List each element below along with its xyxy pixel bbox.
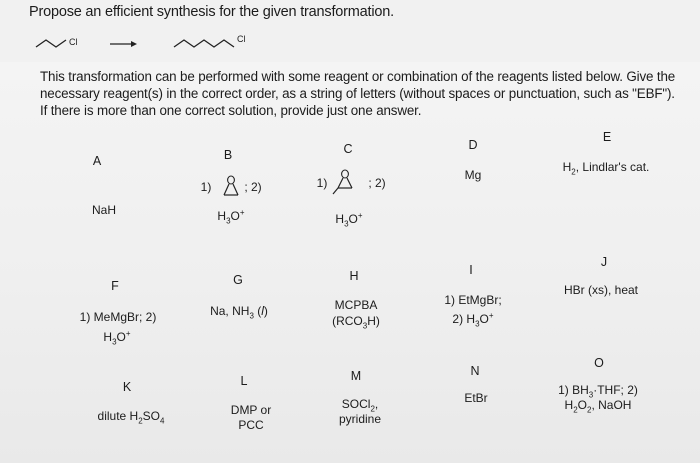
option-k-letter: K	[122, 380, 132, 394]
option-j-reagent: HBr (xs), heat	[563, 283, 639, 297]
option-d-reagent: Mg	[464, 168, 482, 182]
option-c-step1: 1)	[316, 176, 328, 190]
option-e-letter: E	[602, 130, 612, 144]
option-i-line2: 2) $H_3O^+$	[452, 311, 494, 329]
option-h-line2: $(RCO_3H)$	[332, 314, 380, 331]
option-k-reagent: dilute $H_2SO_4$	[97, 409, 165, 426]
starting-material-chain	[36, 40, 66, 47]
option-c-step2: ; 2)	[368, 176, 386, 190]
option-m-line1: SOCl$_2$,	[341, 397, 379, 414]
reaction-scheme	[28, 27, 268, 57]
option-h-letter: H	[349, 269, 359, 283]
option-f-line2: $H_3O^+$	[103, 329, 131, 347]
option-o-line1: 1) $BH_3\cdot THF$; 2)	[558, 383, 638, 400]
option-f-line1: 1) MeMgBr; 2)	[79, 310, 157, 324]
option-f-letter: F	[111, 279, 119, 293]
option-i-line1: 1) EtMgBr;	[444, 293, 502, 307]
option-g-reagent: Na, $NH_3$ (l)	[210, 304, 268, 321]
option-d-letter: D	[468, 138, 478, 152]
option-b-step2: ; 2)	[244, 180, 262, 194]
option-j-letter: J	[600, 255, 608, 269]
option-c-acid: $H_3O^+$	[335, 211, 363, 229]
option-b-acid: $H_3O^+$	[217, 208, 245, 226]
option-l-line1: DMP or	[230, 403, 272, 417]
reaction-arrowhead	[131, 41, 137, 47]
option-n-reagent: EtBr	[464, 391, 488, 405]
option-l-line2: PCC	[238, 418, 264, 432]
option-l-letter: L	[240, 374, 248, 388]
option-c-letter: C	[343, 142, 353, 156]
option-a-letter: A	[92, 154, 102, 168]
epoxide-ethylene-oxide-icon	[220, 174, 244, 200]
option-g-letter: G	[233, 273, 243, 287]
product-chain	[174, 40, 234, 47]
option-o-letter: O	[594, 356, 604, 370]
epoxide-propylene-oxide-icon	[332, 168, 362, 196]
option-h-line1: MCPBA	[334, 298, 378, 312]
starting-material-cl: Cl	[69, 37, 78, 47]
option-m-letter: M	[350, 369, 362, 383]
option-b-letter: B	[223, 148, 233, 162]
option-e-reagent: $H_2$, Lindlar's cat.	[562, 160, 650, 177]
option-a-reagent: NaH	[91, 203, 117, 217]
option-n-letter: N	[470, 364, 480, 378]
option-i-letter: I	[469, 263, 473, 277]
option-m-line2: pyridine	[338, 412, 382, 426]
instructions: This transformation can be performed with some reagent or combination of the reagents listed below. Give the necessary reagent(s) in the correct order, as a string of letters (without spaces or punctuation, such as "EBF"). If there is more than one correct solution, provide just one answer.	[40, 69, 676, 118]
option-b-step1: 1)	[200, 180, 212, 194]
product-cl: Cl	[237, 34, 246, 44]
option-o-line2: $H_2O_2$, NaOH	[564, 398, 632, 415]
question-title: Propose an efficient synthesis for the given transformation.	[29, 4, 394, 20]
